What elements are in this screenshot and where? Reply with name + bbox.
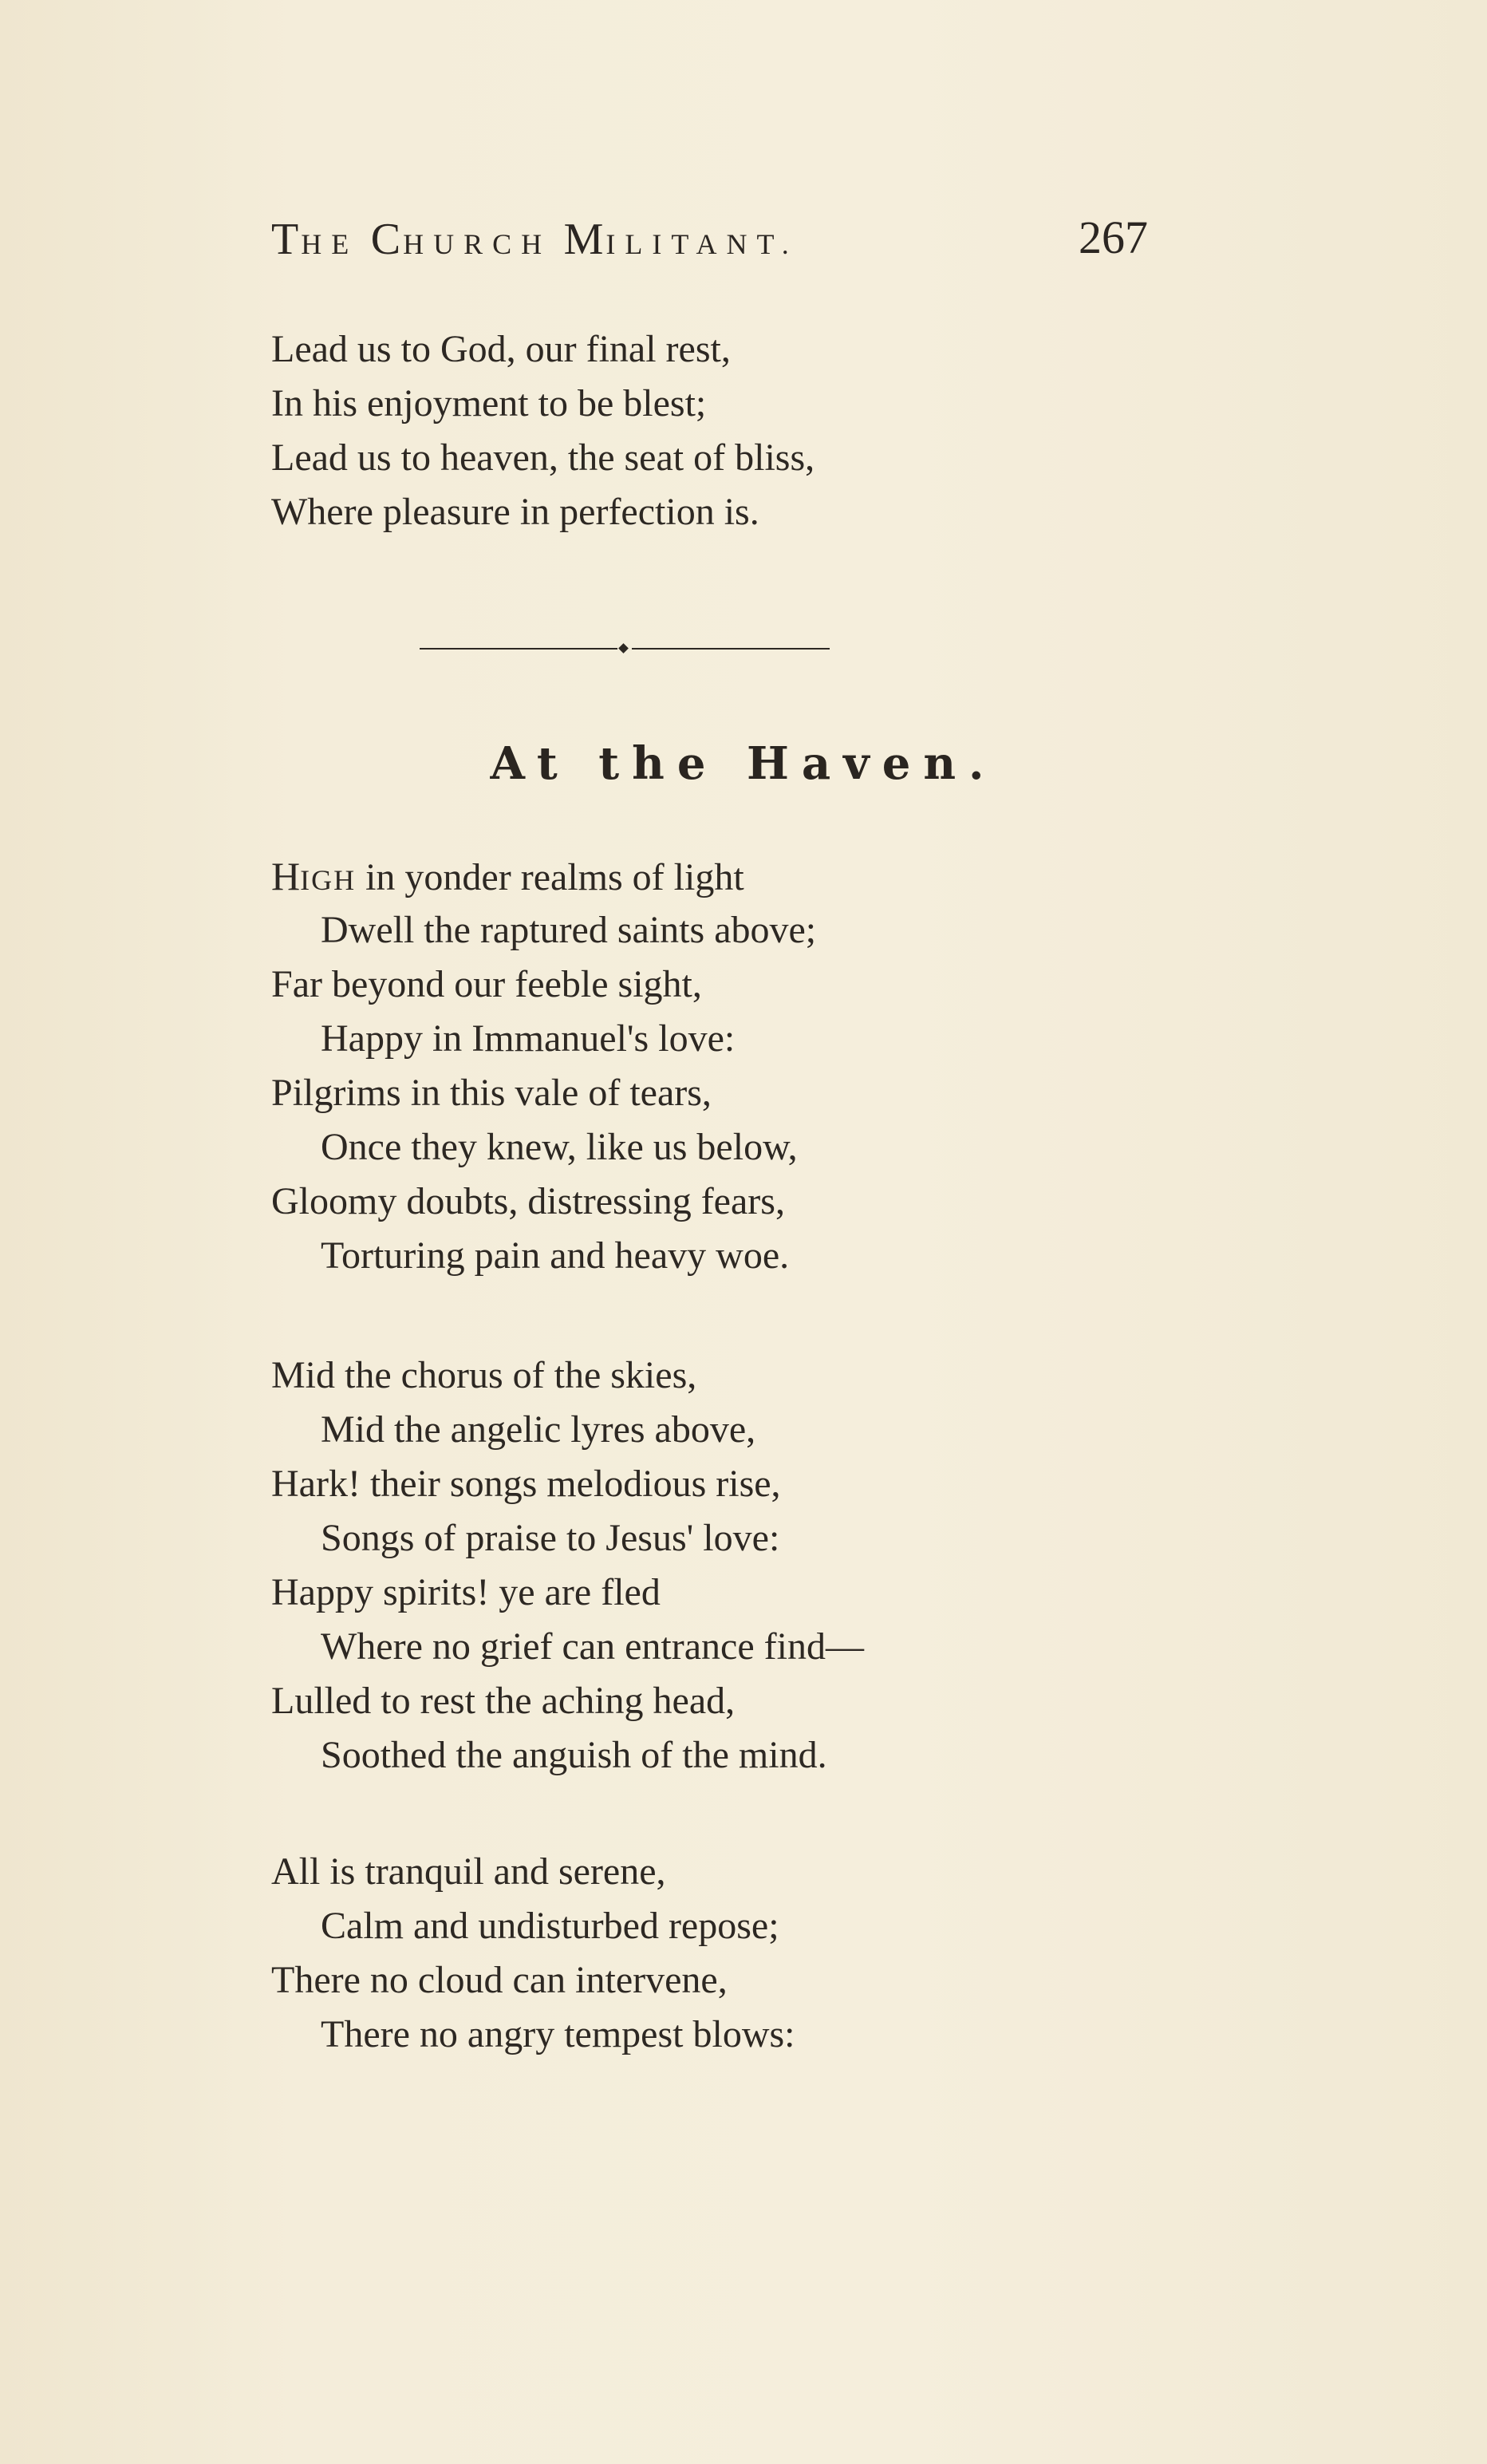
verse-line: Mid the angelic lyres above, bbox=[321, 1408, 756, 1451]
stanza-3 bbox=[271, 1845, 1069, 2062]
poem-title: At the Haven. bbox=[490, 737, 997, 790]
verse-line: Hark! their songs melodious rise, bbox=[271, 1463, 781, 1505]
running-title-initial: T bbox=[271, 215, 302, 264]
running-title-smallcaps: HURCH bbox=[403, 228, 552, 260]
verse-line: Dwell the raptured saints above; bbox=[321, 909, 817, 951]
first-word-initial: H bbox=[271, 854, 301, 898]
ornamental-divider bbox=[420, 643, 830, 654]
stanza-2 bbox=[271, 1348, 1069, 1783]
running-header bbox=[0, 211, 1487, 278]
verse-line: In his enjoyment to be blest; bbox=[271, 382, 707, 424]
stanza-1 bbox=[271, 849, 1069, 1283]
divider-line-left bbox=[420, 648, 617, 650]
intro-stanza bbox=[271, 322, 1069, 539]
diamond-ornament-icon bbox=[618, 643, 629, 654]
verse-line: Torturing pain and heavy woe. bbox=[321, 1234, 790, 1277]
verse-line: Where pleasure in perfection is. bbox=[271, 491, 759, 533]
running-title-smallcaps: HE bbox=[301, 228, 359, 260]
verse-line: Soothed the anguish of the mind. bbox=[321, 1734, 827, 1776]
verse-line: Happy spirits! ye are fled bbox=[271, 1571, 661, 1613]
verse-line: Mid the chorus of the skies, bbox=[271, 1354, 697, 1396]
verse-line: Gloomy doubts, distressing fears, bbox=[271, 1180, 785, 1222]
verse-line: Once they knew, like us below, bbox=[321, 1126, 798, 1168]
verse-line: Lead us to heaven, the seat of bliss, bbox=[271, 436, 815, 479]
running-title-period: . bbox=[781, 228, 799, 260]
verse-line: Songs of praise to Jesus' love: bbox=[321, 1517, 780, 1559]
page-number: 267 bbox=[1079, 211, 1148, 263]
verse-line-text: in yonder realms of light bbox=[356, 856, 744, 898]
verse-line: There no cloud can intervene, bbox=[271, 1959, 728, 2001]
running-title bbox=[271, 214, 989, 265]
verse-line: Calm and undisturbed repose; bbox=[321, 1905, 779, 1947]
verse-line: Where no grief can entrance find— bbox=[321, 1625, 864, 1668]
verse-line: All is tranquil and serene, bbox=[271, 1850, 666, 1893]
first-word-smallcaps: IGH bbox=[300, 864, 357, 896]
verse-line: Far beyond our feeble sight, bbox=[271, 963, 702, 1005]
verse-line: There no angry tempest blows: bbox=[321, 2013, 795, 2055]
verse-line: Pilgrims in this vale of tears, bbox=[271, 1072, 712, 1114]
verse-line: Lulled to rest the aching head, bbox=[271, 1680, 736, 1722]
verse-line: Lead us to God, our final rest, bbox=[271, 328, 731, 370]
running-title-initial: M bbox=[563, 215, 606, 264]
running-title-space bbox=[551, 218, 564, 263]
verse-line: Happy in Immanuel's love: bbox=[321, 1017, 736, 1060]
running-title-space bbox=[358, 218, 371, 263]
verse-line bbox=[271, 849, 1069, 903]
running-title-initial: C bbox=[370, 215, 404, 264]
running-title-smallcaps: ILITANT bbox=[605, 228, 782, 260]
divider-line-right bbox=[632, 648, 830, 650]
